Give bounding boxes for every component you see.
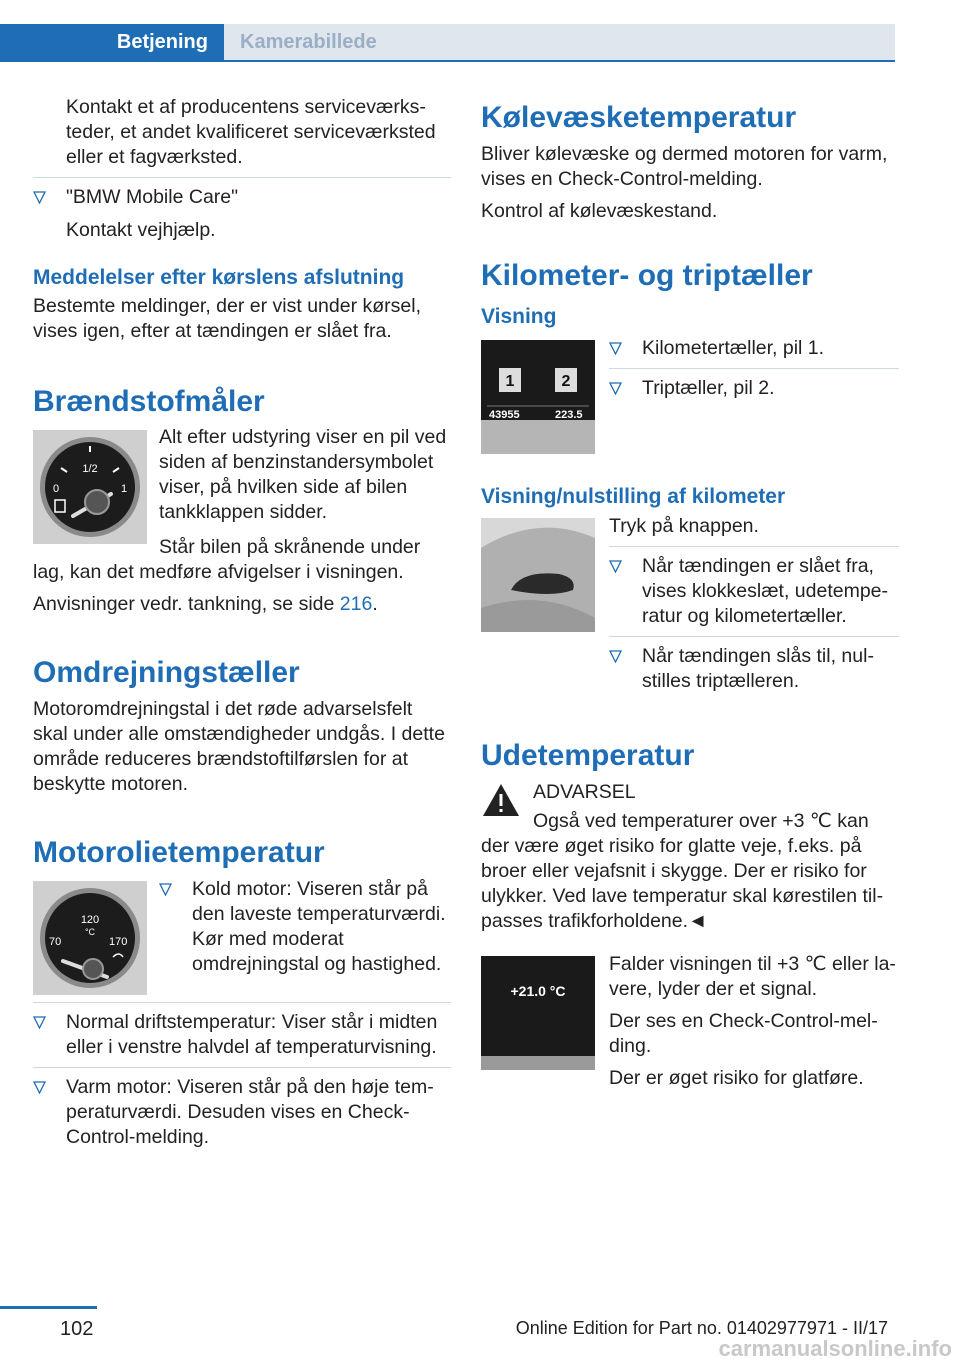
reset-bullet-1-text: Når tændingen er slået fra, vises klokkeslæt, udetemperatur og kilometertæller. bbox=[642, 555, 889, 627]
fuel-ref-suffix: . bbox=[372, 593, 378, 615]
reset-button-image bbox=[481, 518, 595, 632]
left-column bbox=[33, 95, 451, 1150]
oil-gauge-unit: °C bbox=[84, 927, 96, 937]
oil-bullet-3 bbox=[33, 1075, 451, 1150]
bullet-triangle-icon bbox=[609, 560, 622, 573]
oil-bullet-3-text: Varm motor: Viseren står på den høje temperaturværdi. Desuden vises en Check-Control-melding. bbox=[66, 1076, 434, 1148]
warning-title: ADVARSEL bbox=[533, 781, 636, 803]
oil-section bbox=[33, 877, 451, 995]
display-bullets bbox=[609, 336, 899, 401]
bullet-bmw-sub: Kontakt vejhjælp. bbox=[66, 219, 216, 241]
paragraph-coolant-2: Kontrol af kølevæskestand. bbox=[481, 200, 718, 222]
bullet-triangle-icon bbox=[609, 342, 622, 355]
heading-reset: Visning/nulstilling af kilometer bbox=[481, 485, 786, 508]
paragraph-rev-counter: Motoromdrejningstal i det røde advarselsfelt skal under alle omstændigheder undgås. I dette område reduceres brændstoftilførslen for at beskytte motoren. bbox=[33, 698, 445, 795]
warning-text bbox=[533, 780, 899, 834]
oil-bullet-2 bbox=[33, 1010, 451, 1060]
odometer-arrow-1: 1 bbox=[505, 373, 515, 390]
odometer-image bbox=[481, 340, 595, 454]
paragraph-temp-2: Der ses en Check-Control-melding. bbox=[609, 1010, 878, 1057]
outside-temp-display-image bbox=[481, 956, 595, 1070]
divider bbox=[33, 1002, 451, 1003]
reset-section bbox=[481, 514, 899, 694]
oil-gauge-image bbox=[33, 881, 147, 995]
paragraph-coolant-1: Bliver kølevæske og dermed motoren for varm, vises en Check-Control-melding. bbox=[481, 143, 888, 190]
odometer-arrow-2: 2 bbox=[561, 373, 571, 390]
oil-bullet-1 bbox=[159, 877, 451, 977]
watermark: carmanualsonline.info bbox=[718, 1336, 952, 1361]
temp-section bbox=[481, 952, 899, 1098]
footer-rule bbox=[0, 1306, 97, 1309]
tab-betjening[interactable]: Betjening bbox=[0, 24, 224, 60]
bullet-triangle-icon bbox=[609, 650, 622, 663]
reset-bullet-2-text: Når tændingen slås til, nulstilles triptælleren. bbox=[642, 645, 874, 692]
heading-fuel: Brændstofmåler bbox=[33, 385, 265, 418]
divider bbox=[609, 636, 899, 637]
bullet-triangle-icon bbox=[33, 1081, 46, 1094]
bullet-bmw-mobile-care bbox=[33, 185, 451, 243]
warning-body: der være øget risiko for glatte veje, f.eks. på broer eller vejafsnit i skygge. Der er risiko for ulykker. Ved lave temperatur skal kørestilen tilpasses trafikforholdene.◄ bbox=[481, 835, 884, 932]
divider bbox=[33, 1067, 451, 1068]
outside-temp-value: +21.0 °C bbox=[510, 983, 566, 999]
heading-display: Visning bbox=[481, 305, 557, 328]
heading-messages: Meddelelser efter kørslens afslutning bbox=[33, 266, 405, 289]
oil-gauge-high: 170 bbox=[109, 936, 128, 948]
divider bbox=[33, 177, 451, 178]
divider bbox=[609, 546, 899, 547]
display-bullet-1 bbox=[609, 336, 899, 361]
bullet-triangle-icon bbox=[33, 1016, 46, 1029]
oil-bullet-2-text: Normal driftstemperatur: Viser står i midten eller i venstre halvdel af temperaturvisning. bbox=[66, 1011, 438, 1058]
oil-bullet-1-text: Kold motor: Viseren står på den laveste temperaturværdi. Kør med moderat omdrejningstal og hastighed. bbox=[192, 878, 446, 975]
edition-text: Online Edition for Part no. 01402977971 - II/17 bbox=[515, 1318, 888, 1338]
oil-gauge-low: 70 bbox=[49, 936, 62, 948]
paragraph-reset: Tryk på knappen. bbox=[609, 515, 759, 537]
reset-bullet-2 bbox=[609, 644, 899, 694]
heading-oil-temp: Motorolietemperatur bbox=[33, 836, 325, 869]
paragraph-fuel-3 bbox=[33, 592, 451, 617]
fuel-gauge-image bbox=[33, 430, 147, 544]
fuel-gauge-one: 1 bbox=[121, 483, 128, 495]
paragraph-messages: Bestemte meldinger, der er vist under kørsel, vises igen, efter at tændingen er slået fra. bbox=[33, 295, 421, 342]
bullet-triangle-icon bbox=[609, 382, 622, 395]
heading-rev-counter: Omdrejningstæller bbox=[33, 656, 300, 689]
bullet-triangle-icon bbox=[159, 883, 172, 896]
heading-km-trip: Kilometer- og triptæller bbox=[481, 259, 813, 292]
warning-triangle-icon bbox=[481, 782, 521, 818]
temp-text bbox=[609, 952, 899, 1098]
warning-section bbox=[481, 780, 899, 834]
page-link-216[interactable]: 216 bbox=[339, 593, 373, 615]
bullet-triangle-icon bbox=[33, 191, 46, 204]
tab-kamerabillede[interactable]: Kamerabillede bbox=[224, 24, 895, 60]
paragraph-temp-1: Falder visningen til +3 ℃ eller lavere, lyder der et signal. bbox=[609, 953, 896, 1000]
paragraph-temp-3: Der er øget risiko for glatføre. bbox=[609, 1067, 864, 1089]
bullet-bmw-title: "BMW Mobile Care" bbox=[66, 186, 239, 208]
fuel-gauge-zero: 0 bbox=[53, 483, 60, 495]
paragraph-fuel-2b: lag, kan det medføre afvigelser i visningen. bbox=[33, 561, 404, 583]
page-number: 102 bbox=[60, 1318, 94, 1340]
odometer-section bbox=[481, 336, 899, 454]
paragraph-fuel-1: Alt efter udstyring viser en pil ved siden af benzinstandersymbolet viser, på hvilken side af bilen tankklappen sidder. bbox=[159, 426, 447, 523]
heading-outside-temp: Udetemperatur bbox=[481, 739, 695, 772]
header-tabs bbox=[0, 24, 895, 62]
display-bullet-2 bbox=[609, 376, 899, 401]
paragraph-fuel-2a: Står bilen på skrånende under bbox=[159, 536, 421, 558]
reset-text bbox=[609, 514, 899, 694]
odometer-km: 43955 bbox=[489, 409, 520, 421]
fuel-section bbox=[33, 426, 451, 544]
divider bbox=[609, 368, 899, 369]
heading-coolant: Kølevæsketemperatur bbox=[481, 101, 797, 134]
display-bullet-1-text: Kilometertæller, pil 1. bbox=[642, 337, 825, 359]
odometer-trip: 223.5 bbox=[555, 409, 583, 421]
intro-paragraph: Kontakt et af producentens serviceværksteder, et andet kvalificeret serviceværksted eller et fagværksted. bbox=[66, 96, 436, 168]
warning-line-a: Også ved temperaturer over +3 ℃ kan bbox=[533, 810, 869, 832]
fuel-ref-text: Anvisninger vedr. tankning, se side bbox=[33, 593, 340, 615]
reset-bullet-1 bbox=[609, 554, 899, 629]
display-bullet-2-text: Triptæller, pil 2. bbox=[642, 377, 775, 399]
oil-gauge-mid: 120 bbox=[80, 914, 100, 926]
fuel-gauge-half: 1/2 bbox=[82, 463, 98, 475]
right-column bbox=[481, 100, 899, 1098]
